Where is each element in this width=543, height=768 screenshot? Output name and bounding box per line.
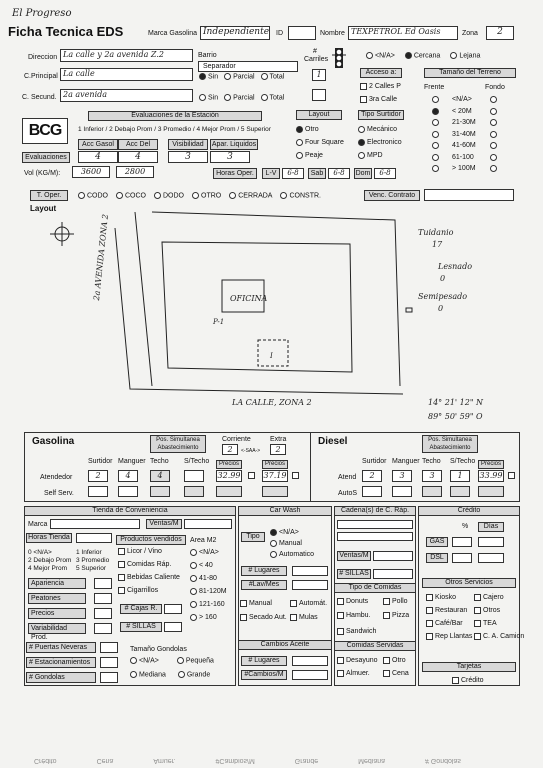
gas-aten-field[interactable]: 32.99 — [217, 471, 241, 480]
aceite-title: Cambios Aceite — [238, 640, 332, 650]
zona-field[interactable]: 2 — [486, 26, 514, 40]
area-radio[interactable] — [190, 549, 219, 556]
separador-secund — [199, 94, 284, 101]
otro-servicio-label: TEA — [483, 620, 497, 627]
tienda-scale-item: 0 <N/A> — [28, 549, 52, 556]
otro-servicio-check[interactable] — [426, 607, 467, 614]
carriles-secund-field[interactable] — [312, 89, 326, 101]
note-1-val: 17 — [432, 240, 443, 249]
extra-field[interactable]: 2 — [270, 444, 286, 455]
rating-label: Variabilidad Prod. — [28, 623, 86, 634]
carwash-tipo-auto[interactable]: Automatico — [270, 551, 314, 558]
carwash-title: Car Wash — [238, 506, 332, 516]
tamano-pequena[interactable]: Pequeña — [177, 657, 214, 664]
servida-almuer[interactable]: Almuer. — [337, 670, 370, 677]
horas-day-label: L-V — [262, 168, 280, 179]
separador-principal — [199, 73, 284, 80]
terreno-fondo-radio[interactable] — [490, 131, 497, 138]
page-title: Ficha Tecnica EDS — [8, 24, 124, 39]
carwash-lav-field[interactable] — [292, 580, 328, 590]
cprincipal-label: C.Principal — [24, 73, 58, 80]
aceite-lugares-label: # Lugares — [241, 656, 287, 666]
oper-otro[interactable]: OTRO — [192, 192, 221, 199]
otro-servicio-check[interactable] — [474, 594, 504, 601]
terreno-row-label: <N/A> — [452, 96, 472, 103]
terreno-frente-radio[interactable] — [432, 96, 439, 103]
otro-servicio-label: Kiosko — [435, 594, 457, 601]
marca-label: Marca Gasolina — [148, 30, 198, 37]
cadena-title: Cadena(s) de C. Ráp. — [334, 506, 416, 516]
horas-oper-label: Horas Oper. — [213, 168, 257, 179]
gas-col-header: Manguer — [118, 458, 146, 465]
cadena-sillas-label: # SILLAS — [337, 569, 371, 579]
terreno-frente-radio[interactable] — [432, 131, 439, 138]
carwash-secado[interactable]: Secado Aut. — [240, 614, 287, 621]
operador-label: T. Oper. — [30, 190, 68, 201]
area-radio[interactable] — [190, 588, 227, 595]
terreno-row-label: 41-60M — [452, 142, 476, 149]
diesel-simultaneos: Pos. Simultanea Abastecimiento — [422, 435, 478, 453]
terreno-fondo-radio[interactable] — [490, 119, 497, 126]
tienda-marca-field[interactable] — [50, 519, 140, 529]
rating-field[interactable] — [94, 623, 112, 634]
terreno-frente-radio[interactable] — [432, 142, 439, 149]
gas-col-header: Surtidor — [88, 458, 113, 465]
dsl-col-header: Surtidor — [362, 458, 387, 465]
terreno-fondo-radio[interactable] — [490, 142, 497, 149]
dsl-col-header: Precios — [478, 460, 504, 469]
dsl-aten-field[interactable]: 1 — [450, 470, 470, 482]
terreno-frente-radio[interactable] — [432, 165, 439, 172]
tienda-count-label: # Gondolas — [26, 672, 96, 683]
gas-atendedor-label: Atendedor — [40, 474, 73, 481]
handwritten-header: El Progreso — [12, 8, 72, 19]
cajas-label: # Cajas R. — [120, 604, 162, 614]
tamano-row-1 — [130, 657, 214, 664]
gas-aten-field[interactable]: 4 — [150, 470, 170, 482]
door-label: P-1 — [213, 318, 225, 326]
evaluaciones-row-label: Evaluaciones — [22, 152, 70, 163]
proximity-na[interactable]: <N/A> — [366, 52, 395, 59]
carwash-lav-label: #Lav/Mes — [241, 580, 287, 590]
barrio-label: Barrio — [198, 52, 217, 59]
csecund-field[interactable]: 2a avenida — [60, 89, 193, 102]
dsl-col-header: Techo — [422, 458, 441, 465]
credito-dias: Días — [478, 522, 504, 532]
diesel-title: Diesel — [318, 436, 348, 447]
producto-label: Licor / Vino — [127, 548, 162, 555]
gas-self-field[interactable] — [118, 486, 138, 497]
gas-col-header: S/Techo — [184, 458, 210, 465]
oper-coco[interactable]: COCO — [116, 192, 146, 199]
oper-codo[interactable]: CODO — [78, 192, 108, 199]
otros-title: Otros Servicios — [422, 578, 516, 588]
eval-col-header: Acc Del — [118, 139, 158, 150]
terreno-frente-radio[interactable] — [432, 154, 439, 161]
otro-servicio-label: C. A. Camion — [483, 633, 525, 640]
rating-label: Apariencia — [28, 578, 86, 589]
horas-day-label: Sab — [308, 168, 326, 179]
tienda-marca-label: Marca — [28, 521, 48, 528]
tienda-ventas-field[interactable] — [184, 519, 232, 529]
rating-label: Peatones — [28, 593, 86, 604]
csecund-label: C. Secund. — [22, 94, 57, 101]
terreno-frente-radio[interactable] — [432, 119, 439, 126]
layout-peaje[interactable]: Peaje — [296, 152, 323, 159]
carwash-tipo-label: Tipo — [241, 532, 265, 542]
tamano-label: Tamaño Gondolas — [130, 646, 187, 653]
gas-col-header: Precios — [262, 460, 288, 469]
producto-check[interactable] — [118, 587, 158, 594]
gas-self-field[interactable] — [184, 486, 204, 497]
venc-contrato-label: Venc. Contrato — [364, 190, 420, 201]
area-label: > 160 — [199, 614, 217, 621]
gas-aten-field[interactable]: 37.19 — [263, 471, 287, 480]
evaluaciones-title: Evaluaciones de la Estación — [88, 111, 262, 121]
sep-principal-sin[interactable]: Sin — [199, 73, 218, 80]
carwash-manual[interactable]: Manual — [240, 600, 272, 607]
area-radio[interactable] — [190, 614, 217, 621]
coords-lat: 14° 21' 12" N — [428, 398, 484, 407]
tienda-count-label: # Estacionamientos — [26, 657, 96, 668]
dsl-autos-field[interactable] — [362, 486, 382, 497]
surtidor-electronico[interactable]: Electronico — [358, 139, 402, 146]
sep-secund-total[interactable]: Total — [261, 94, 285, 101]
gas-price-check[interactable] — [248, 472, 255, 479]
terreno-fondo-radio[interactable] — [490, 96, 497, 103]
comida-pizza[interactable]: Pizza — [383, 612, 409, 619]
credito-gas-dias[interactable] — [478, 537, 504, 547]
vol-field-1[interactable]: 3600 — [72, 166, 110, 178]
terreno-fondo-radio[interactable] — [490, 108, 497, 115]
productos-label: Productos vendidos — [116, 535, 186, 545]
rating-field[interactable] — [94, 578, 112, 589]
terreno-row-label: 21-30M — [452, 119, 476, 126]
id-field[interactable] — [288, 26, 316, 40]
carwash-automat[interactable]: Automát. — [290, 600, 327, 607]
credito-dsl-dias[interactable] — [478, 553, 504, 563]
dsl-col-header: S/Techo — [450, 458, 476, 465]
servida-cena[interactable]: Cena — [383, 670, 409, 677]
gas-aten-field[interactable]: 2 — [88, 470, 108, 482]
eval-value-field[interactable]: 3 — [168, 151, 208, 163]
cadena-ventas-field[interactable] — [373, 551, 413, 561]
terreno-row-label: > 100M — [452, 165, 476, 172]
street-v-label: 2a AVENIDA ZONA 2 — [92, 213, 111, 301]
tienda-sillas-label: # SILLAS — [120, 622, 162, 632]
gas-self-field[interactable] — [150, 486, 170, 497]
dsl-atend-label: Atend — [338, 474, 357, 481]
dsl-aten-field[interactable]: 33.99 — [479, 471, 503, 480]
acceso-3racalle[interactable]: 3ra Calle — [360, 96, 397, 103]
dsl-aten-field[interactable]: 3 — [392, 470, 412, 482]
terreno-row-label: 31-40M — [452, 130, 476, 138]
sketch-title: Layout — [30, 204, 57, 213]
tienda-count-field[interactable] — [100, 672, 118, 683]
direccion-field[interactable]: La calle y 2a avenida Z.2 — [60, 49, 193, 62]
acceso-title: Acceso a: — [360, 68, 402, 78]
eval-col-header: Visibilidad — [168, 139, 208, 150]
gas-aten-field[interactable] — [184, 470, 204, 482]
corriente-field[interactable]: 2 — [222, 444, 238, 455]
dsl-autos-label: AutoS — [338, 490, 358, 497]
terreno-fondo: Fondo — [485, 84, 505, 91]
carwash-lugares-field[interactable] — [292, 566, 328, 576]
vol-label: Vol (KG/M): — [24, 170, 61, 177]
coords-lon: 89° 50' 59" O — [428, 412, 483, 421]
tienda-scale-item: 2 Debajo Prom — [28, 557, 72, 564]
terreno-fondo-radio[interactable] — [490, 154, 497, 161]
aceite-mes-field[interactable] — [292, 670, 328, 680]
cadena-field-2[interactable] — [337, 532, 413, 541]
corriente-label: Corriente — [222, 436, 251, 443]
tamano-row-2 — [130, 671, 210, 678]
credito-dsl-label: DSL — [426, 553, 448, 563]
terreno-fondo-radio[interactable] — [490, 165, 497, 172]
gas-col-header: Precios — [216, 460, 242, 469]
comida-sandwich[interactable]: Sandwich — [337, 628, 376, 635]
cadena-sillas-field[interactable] — [373, 569, 413, 579]
carwash-tipo-na[interactable]: <N/A> — [270, 529, 299, 536]
venc-contrato-field[interactable] — [424, 189, 514, 201]
aceite-mes-label: #Cambios/M — [241, 670, 287, 680]
eval-col-header: Acc Gasol — [78, 139, 118, 150]
extra-label: Extra — [270, 436, 287, 443]
area-radio[interactable] — [190, 575, 217, 582]
layout-type-title: Layout — [296, 110, 342, 120]
note-1: Tuidanio — [418, 228, 454, 237]
street-h-label: LA CALLE, ZONA 2 — [232, 398, 312, 407]
tienda-title: Tienda de Conveniencia — [24, 506, 236, 516]
servida-otro[interactable]: Otro — [383, 657, 406, 664]
aceite-lugares-field[interactable] — [292, 656, 328, 666]
tienda-horas-label: Horas Tienda — [26, 533, 72, 543]
otro-servicio-check[interactable] — [474, 620, 497, 627]
otro-servicio-label: Restauran — [435, 607, 468, 614]
bcg-logo: BCG — [22, 118, 68, 144]
tienda-scale-item: 5 Superior — [76, 565, 106, 572]
nombre-label: Nombre — [320, 30, 345, 37]
tienda-scale-item: 4 Mejor Prom — [28, 565, 68, 572]
evaluaciones-scale: 1 Inferior / 2 Debajo Prom / 3 Promedio / 4 Mejor Prom / 5 Superior — [78, 126, 271, 133]
gas-self-field[interactable] — [88, 486, 108, 497]
tamano-mediana[interactable]: Mediana — [130, 671, 166, 678]
dsl-autos-field[interactable] — [478, 486, 504, 497]
producto-check[interactable] — [118, 548, 162, 555]
area-label: 41-80 — [199, 575, 217, 582]
comida-donuts[interactable]: Donuts — [337, 598, 368, 605]
traffic-light-icon — [332, 48, 346, 70]
operador-options — [78, 192, 321, 199]
dsl-price-check[interactable] — [508, 472, 515, 479]
otro-servicio-check[interactable] — [474, 607, 500, 614]
servidas-title: Comidas Servidas — [334, 641, 416, 651]
sep-secund-parcial[interactable]: Parcial — [224, 94, 254, 101]
cadena-ventas-label: Ventas/M — [337, 551, 371, 561]
sep-secund-sin[interactable]: Sin — [199, 94, 218, 101]
gasolina-title: Gasolina — [32, 436, 75, 447]
credito-dsl-pct[interactable] — [452, 553, 472, 563]
credito-gas-pct[interactable] — [452, 537, 472, 547]
separador-label: Separador — [203, 63, 236, 70]
gas-price-check[interactable] — [292, 472, 299, 479]
surtidor-mpd[interactable]: MPD — [358, 152, 383, 159]
area-radio[interactable] — [190, 601, 225, 608]
rating-label: Precios — [28, 608, 86, 619]
horas-value-field[interactable]: 6-8 — [374, 168, 396, 179]
area-label: Area M2 — [190, 537, 217, 544]
otro-servicio-check[interactable] — [426, 594, 456, 601]
oper-cerrada[interactable]: CERRADA — [229, 192, 272, 199]
area-label: 81-120M — [199, 588, 227, 595]
island-label: I — [270, 352, 273, 360]
tienda-sillas-field[interactable] — [164, 622, 182, 632]
otro-servicio-label: Rep Llantas — [435, 633, 473, 640]
eval-col-header: Apar. Liquidos — [211, 141, 257, 148]
acceso-2calles[interactable]: 2 Calles P — [360, 83, 401, 90]
terreno-title: Tamaño del Terreno — [424, 68, 516, 78]
gas-self-label: Self Serv. — [44, 490, 74, 497]
rating-field[interactable] — [94, 593, 112, 604]
marca-field[interactable]: Independiente — [200, 26, 270, 40]
otro-servicio-check[interactable] — [426, 633, 472, 640]
cajas-field[interactable] — [164, 604, 182, 614]
surtidor-mecanico[interactable]: Mecánico — [358, 126, 397, 133]
tipo-comidas-title: Tipo de Comidas — [334, 583, 416, 593]
producto-label: Cigarrillos — [127, 587, 159, 594]
horas-value-field[interactable]: 6-8 — [328, 168, 350, 179]
servida-desayuno[interactable]: Desayuno — [337, 657, 378, 664]
carriles-field[interactable]: 1 — [312, 69, 326, 81]
eval-value-field[interactable]: 4 — [78, 151, 118, 163]
tienda-count-label: # Puertas Neveras — [26, 642, 96, 653]
note-3-val: 0 — [438, 304, 444, 313]
carwash-mulas[interactable]: Mulas — [290, 614, 318, 621]
tienda-count-field[interactable] — [100, 642, 118, 653]
proximity-lejana[interactable]: Lejana — [450, 52, 480, 59]
otro-servicio-label: Cajero — [483, 594, 504, 601]
dsl-autos-field[interactable] — [422, 486, 442, 497]
otro-servicio-check[interactable] — [426, 620, 463, 627]
gas-self-field[interactable] — [262, 486, 288, 497]
dsl-aten-field[interactable]: 2 — [362, 470, 382, 482]
tamano-na[interactable]: <N/A> — [130, 657, 159, 664]
proximity-cercana[interactable]: Cercana — [405, 52, 440, 59]
producto-check[interactable] — [118, 574, 180, 581]
dsl-col-header: Manguer — [392, 458, 420, 465]
gas-aten-field[interactable]: 4 — [118, 470, 138, 482]
oper-constr[interactable]: CONSTR. — [280, 192, 321, 199]
dsl-autos-field[interactable] — [450, 486, 470, 497]
otro-servicio-check[interactable] — [474, 633, 524, 640]
carwash-lugares-label: # Lugares — [241, 566, 287, 576]
vol-field-2[interactable]: 2800 — [116, 166, 154, 178]
gas-col-header: Techo — [150, 458, 169, 465]
tienda-scale-item: 1 Inferior — [76, 549, 102, 556]
note-3: Semipesado — [418, 292, 468, 301]
terreno-frente: Frente — [424, 84, 445, 91]
otro-servicio-label: Café/Bar — [435, 620, 463, 627]
layout-foursquare[interactable]: Four Square — [296, 139, 344, 146]
tienda-count-field[interactable] — [100, 657, 118, 668]
gas-self-field[interactable] — [216, 486, 242, 497]
cprincipal-field[interactable]: La calle — [60, 68, 193, 81]
tamano-grande[interactable]: Grande — [178, 671, 210, 678]
sep-principal-total[interactable]: Total — [261, 73, 285, 80]
eval-value-field[interactable]: 4 — [118, 151, 158, 163]
gasolina-simultaneos: Pos. Simultanea Abastecimiento — [150, 435, 206, 453]
tarjetas-title: Tarjetas — [422, 662, 516, 672]
tienda-ventas-label: Ventas/M — [146, 519, 182, 529]
terreno-row-label: 61-100 — [452, 153, 474, 161]
tienda-scale-item: 3 Promedio — [76, 557, 110, 564]
credito-title: Crédito — [418, 506, 520, 516]
producto-check[interactable] — [118, 561, 171, 568]
sep-principal-parcial[interactable]: Parcial — [224, 73, 254, 80]
building-label: OFICINA — [230, 294, 268, 303]
producto-label: Comidas Ráp. — [127, 561, 172, 568]
horas-value-field[interactable]: 6-8 — [282, 168, 304, 179]
horas-day-label: Dom — [355, 170, 371, 177]
surtidor-title: Tipo Surtidor — [358, 110, 404, 120]
carwash-tipo-manual[interactable]: Manual — [270, 540, 302, 547]
dsl-autos-field[interactable] — [392, 486, 412, 497]
comida-pollo[interactable]: Pollo — [383, 598, 408, 605]
terreno-frente-radio[interactable] — [432, 108, 439, 115]
dsl-aten-field[interactable]: 3 — [422, 470, 442, 482]
otro-servicio-label: Otros — [483, 607, 501, 614]
credito-pct: % — [462, 523, 469, 530]
area-label: <N/A> — [199, 549, 219, 556]
credito-gas-label: GAS — [426, 537, 448, 547]
tienda-horas-field[interactable] — [76, 533, 112, 543]
terreno-row-label: < 20M — [452, 107, 472, 115]
bleed-strip: Crédito Cena Amuer. #Cambios/M Grande Mediana # Gondolas — [34, 757, 461, 764]
area-radio[interactable] — [190, 562, 213, 569]
proximity-options — [366, 52, 480, 59]
id-label: ID — [276, 30, 283, 37]
tarjeta-credito[interactable]: Crédito — [452, 677, 484, 684]
rating-field[interactable] — [94, 608, 112, 619]
note-2: Lesnado — [438, 262, 473, 271]
cadena-field-1[interactable] — [337, 520, 413, 529]
area-label: 121-160 — [199, 601, 225, 608]
eval-value-field[interactable]: 3 — [210, 151, 250, 163]
direccion-label: Direccion — [28, 54, 58, 61]
comida-hambu[interactable]: Hambu. — [337, 612, 371, 619]
carriles-label: # Carriles — [304, 48, 329, 63]
nombre-field[interactable]: TEXPETROL Ed Oasis — [348, 26, 458, 40]
area-label: < 40 — [199, 562, 213, 569]
saa-sep: <-SAA-> — [241, 448, 261, 454]
layout-otro[interactable]: Otro — [296, 126, 319, 133]
oper-dodo[interactable]: DODO — [154, 192, 184, 199]
zona-label: Zona — [462, 30, 478, 37]
producto-label: Bebidas Caliente — [127, 574, 180, 581]
note-2-val: 0 — [440, 274, 446, 283]
